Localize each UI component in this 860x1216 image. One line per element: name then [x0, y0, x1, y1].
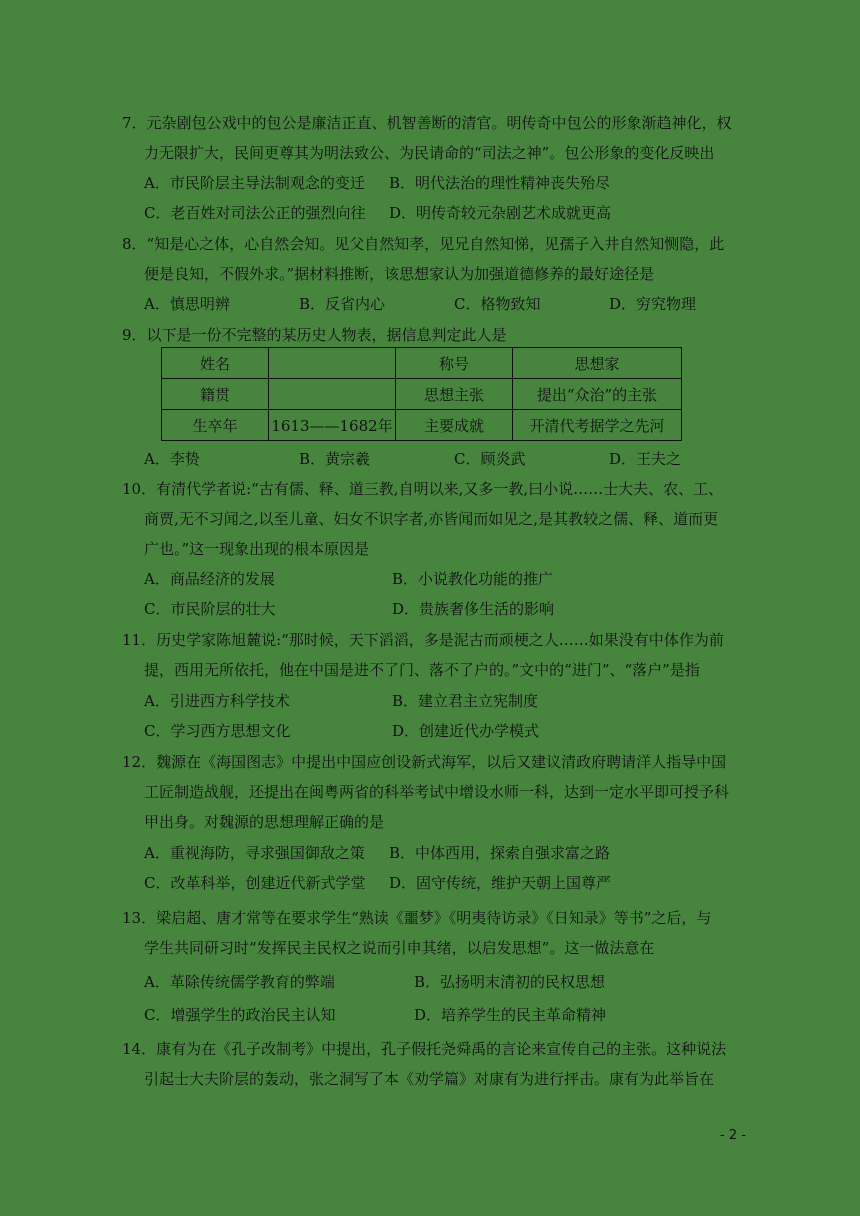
table-cell: 生卒年 [162, 410, 269, 441]
question-8-line1: 8．“知是心之体，心自然会知。见父自然知孝，见兄自然知悌，见孺子入井自然知恻隐，此 [122, 235, 725, 253]
option-a[interactable]: A．李贽 [144, 450, 200, 468]
option-a[interactable]: A．慎思明辨 [144, 295, 230, 313]
person-info-table [161, 347, 682, 441]
question-10-options [144, 564, 764, 624]
table-cell: 思想主张 [396, 379, 513, 410]
question-9 [122, 320, 762, 350]
option-d[interactable]: D．培养学生的民主革命精神 [414, 1006, 607, 1024]
option-a[interactable]: A．革除传统儒学教育的弊端 [144, 973, 335, 991]
table-cell: 思想家 [513, 348, 682, 379]
option-a[interactable]: A．引进西方科学技术 [144, 692, 290, 710]
table-cell: 姓名 [162, 348, 269, 379]
question-12-line1: 12．魏源在《海国图志》中提出中国应创设新式海军，以后又建议清政府聘请洋人指导中国 [122, 753, 727, 771]
option-d[interactable]: D．贵族奢侈生活的影响 [392, 600, 555, 618]
question-12 [122, 747, 762, 837]
question-10-line3: 广也。”这一现象出现的根本原因是 [144, 540, 370, 558]
question-7-options [144, 168, 764, 228]
option-b[interactable]: B．建立君主立宪制度 [392, 692, 539, 710]
table-cell: 籍贯 [162, 379, 269, 410]
question-11-line1: 11．历史学家陈旭麓说:“那时候，天下滔滔，多是泥古而顽梗之人……如果没有中体作为前 [122, 631, 724, 649]
question-11 [122, 625, 762, 685]
option-d[interactable]: D．王夫之 [609, 450, 682, 468]
option-d[interactable]: D．创建近代办学模式 [392, 722, 540, 740]
question-14-line2: 引起士大夫阶层的轰动，张之洞写了本《劝学篇》对康有为进行抨击。康有为此举旨在 [144, 1070, 715, 1088]
table-row [162, 410, 682, 441]
option-a[interactable]: A．商品经济的发展 [144, 570, 275, 588]
table-cell: 主要成就 [396, 410, 513, 441]
option-c[interactable]: C．学习西方思想文化 [144, 722, 291, 740]
question-7-line1: 7．元杂剧包公戏中的包公是廉洁正直、机智善断的清官。明传奇中包公的形象渐趋神化，权 [122, 114, 732, 132]
option-c[interactable]: C．增强学生的政治民主认知 [144, 1006, 336, 1024]
option-b[interactable]: B．明代法治的理性精神丧失殆尽 [389, 174, 611, 192]
option-c[interactable]: C．老百姓对司法公正的强烈向往 [144, 204, 366, 222]
option-b[interactable]: B．反省内心 [299, 295, 386, 313]
question-8-options [144, 289, 764, 319]
question-14 [122, 1034, 762, 1094]
table-cell: 提出“众治”的主张 [513, 379, 682, 410]
question-9-line1: 9．以下是一份不完整的某历史人物表，据信息判定此人是 [122, 326, 507, 344]
question-11-options [144, 686, 764, 746]
option-c[interactable]: C．改革科举，创建近代新式学堂 [144, 874, 366, 892]
option-d[interactable]: D．明传奇较元杂剧艺术成就更高 [389, 204, 612, 222]
option-c[interactable]: C．市民阶层的壮大 [144, 600, 276, 618]
question-7 [122, 108, 762, 168]
question-10-line1: 10．有清代学者说:“古有儒、释、道三教,自明以来,又多一教,曰小说……士大夫、农、工、 [122, 480, 724, 498]
question-13 [122, 903, 762, 963]
option-c[interactable]: C．顾炎武 [454, 450, 526, 468]
option-b[interactable]: B．中体西用，探索自强求富之路 [389, 844, 611, 862]
table-cell: 1613——1682年 [269, 410, 396, 441]
question-13-line2: 学生共同研习时“发挥民主民权之说而引申其绪，以启发思想”。这一做法意在 [144, 939, 655, 957]
option-c[interactable]: C．格物致知 [454, 295, 541, 313]
option-b[interactable]: B．黄宗羲 [299, 450, 371, 468]
question-12-options [144, 838, 764, 898]
question-9-options [144, 444, 764, 474]
question-12-line3: 甲出身。对魏源的思想理解正确的是 [144, 813, 385, 831]
option-d[interactable]: D．穷究物理 [609, 295, 697, 313]
table-row [162, 379, 682, 410]
question-10 [122, 474, 762, 564]
question-10-line2: 商贾,无不习闻之,以至儿童、妇女不识字者,亦皆闻而如见之,是其教较之儒、释、道而更 [144, 510, 719, 528]
option-a[interactable]: A．市民阶层主导法制观念的变迁 [144, 174, 365, 192]
question-7-line2: 力无限扩大，民间更尊其为明法致公、为民请命的“司法之神”。包公形象的变化反映出 [144, 144, 715, 162]
option-b[interactable]: B．小说教化功能的推广 [392, 570, 554, 588]
page-number: - 2 - [720, 1128, 746, 1143]
option-d[interactable]: D．固守传统，维护天朝上国尊严 [389, 874, 612, 892]
option-a[interactable]: A．重视海防，寻求强国御敌之策 [144, 844, 365, 862]
table-row [162, 348, 682, 379]
option-b[interactable]: B．弘扬明末清初的民权思想 [414, 973, 606, 991]
question-13-line1: 13．梁启超、唐才常等在要求学生“熟读《噩梦》《明夷待访录》《日知录》等书”之后，与 [122, 909, 712, 927]
table-cell: 称号 [396, 348, 513, 379]
table-cell [269, 379, 396, 410]
question-14-line1: 14．康有为在《孔子改制考》中提出，孔子假托尧舜禹的言论来宣传自己的主张。这种说法 [122, 1040, 727, 1058]
question-8-line2: 便是良知，不假外求。”据材料推断，该思想家认为加强道德修养的最好途径是 [144, 265, 655, 283]
question-11-line2: 提，西用无所依托，他在中国是进不了门、落不了户的。”文中的“进门”、“落户”是指 [144, 661, 700, 679]
table-cell: 开清代考据学之先河 [513, 410, 682, 441]
table-cell [269, 348, 396, 379]
question-8 [122, 229, 762, 289]
question-13-options [144, 967, 764, 1030]
question-12-line2: 工匠制造战舰，还提出在闽粤两省的科举考试中增设水师一科，达到一定水平即可授予科 [144, 783, 730, 801]
